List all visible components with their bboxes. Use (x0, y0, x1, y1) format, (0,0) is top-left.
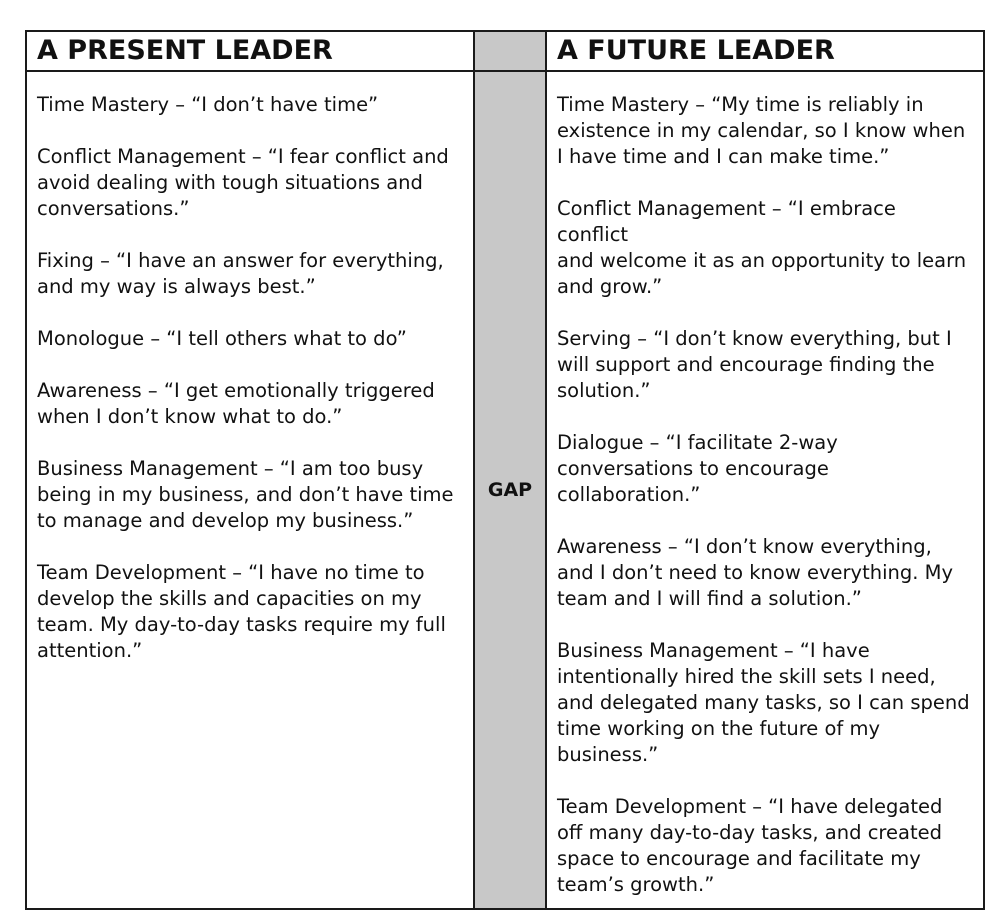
present-entry-awareness: Awareness – “I get emotionally triggered when I don’t know what to do.” (37, 379, 435, 428)
future-entry-business-management: Business Management – “I have intentionally hired the skill sets I need, and delegated many tasks, so I can spend time working on the future of my business.” (557, 639, 970, 766)
future-entry-awareness: Awareness – “I don’t know everything, and I don’t need to know everything. My team and I will find a solution.” (557, 535, 953, 610)
future-leader-header: A FUTURE LEADER (546, 31, 984, 71)
gap-label: GAP (487, 479, 533, 501)
header-row (26, 31, 984, 71)
future-entry-team-development: Team Development – “I have delegated off many day-to-day tasks, and created space to encourage and facilitate my team’s growth.” (557, 795, 943, 896)
body-row (26, 71, 984, 909)
future-entry-time-mastery: Time Mastery – “My time is reliably in existence in my calendar, so I know when I have time and I can make time.” (557, 93, 966, 168)
present-entry-fixing: Fixing – “I have an answer for everything, and my way is always best.” (37, 249, 444, 298)
present-entry-time-mastery: Time Mastery – “I don’t have time” (37, 93, 379, 116)
future-entry-conflict-management: Conflict Management – “I embrace conflict and welcome it as an opportunity to learn and grow.” (557, 197, 967, 298)
leader-comparison-table (25, 30, 985, 910)
present-leader-header: A PRESENT LEADER (26, 31, 474, 71)
future-leader-column (546, 71, 984, 909)
present-entry-business-management: Business Management – “I am too busy being in my business, and don’t have time to manage and develop my business.” (37, 457, 454, 532)
future-entry-dialogue: Dialogue – “I facilitate 2-way conversations to encourage collaboration.” (557, 431, 838, 506)
future-entry-serving: Serving – “I don’t know everything, but I will support and encourage finding the solution.” (557, 327, 952, 402)
present-entry-team-development: Team Development – “I have no time to develop the skills and capacities on my team. My day-to-day tasks require my full attention.” (37, 561, 446, 662)
present-entry-conflict-management: Conflict Management – “I fear conflict and avoid dealing with tough situations and conversations.” (37, 145, 449, 220)
present-entry-monologue: Monologue – “I tell others what to do” (37, 327, 407, 350)
gap-header-cell (474, 31, 546, 71)
gap-column (474, 71, 546, 909)
present-leader-column (26, 71, 474, 909)
